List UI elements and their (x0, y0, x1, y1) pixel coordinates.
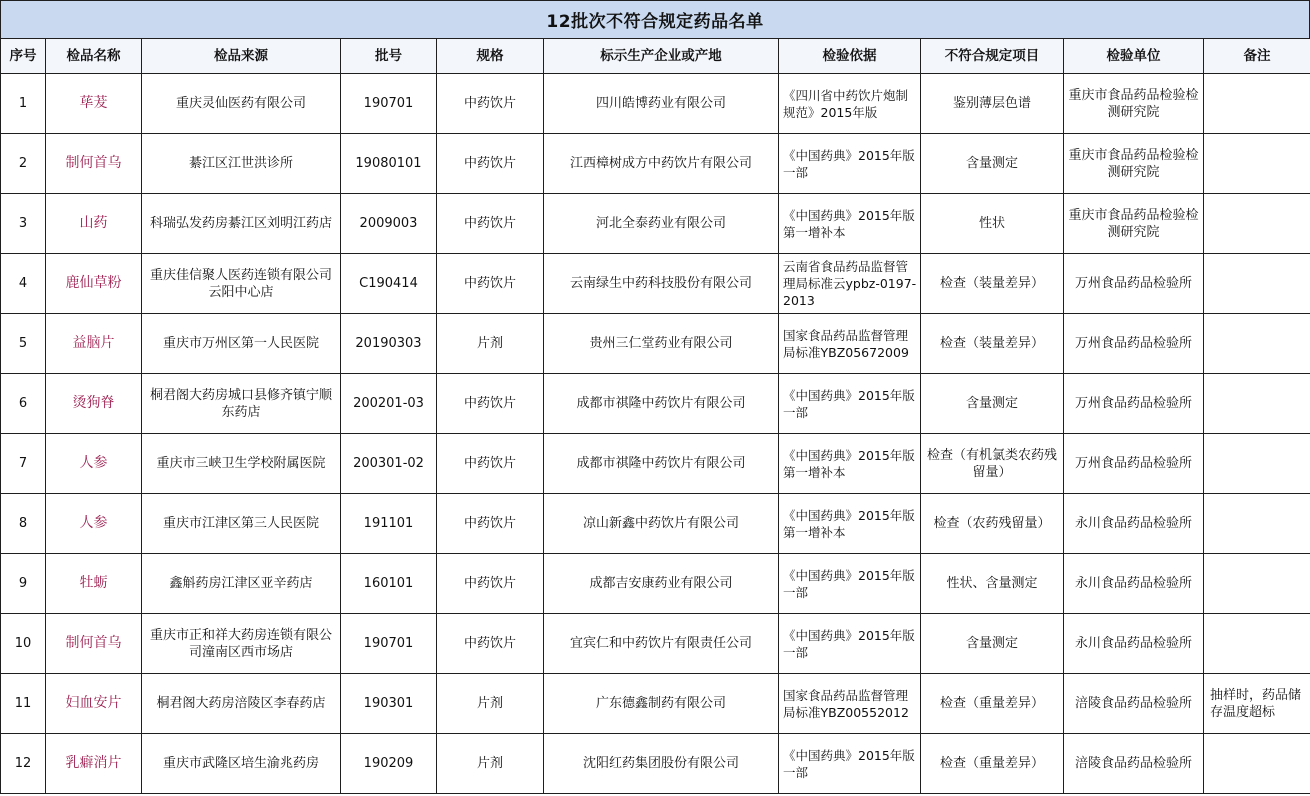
batch-cell: 191101 (341, 494, 437, 554)
spec-cell: 中药饮片 (437, 74, 544, 134)
table-row (1, 614, 1310, 674)
product-name-cell: 制何首乌 (46, 614, 142, 674)
product-name-cell: 益脑片 (46, 314, 142, 374)
manufacturer-cell: 贵州三仁堂药业有限公司 (544, 314, 779, 374)
batch-cell: C190414 (341, 254, 437, 314)
table-row (1, 554, 1310, 614)
failed-item-cell: 检查（有机氯类农药残留量） (921, 434, 1064, 494)
product-name-cell: 制何首乌 (46, 134, 142, 194)
batch-cell: 200301-02 (341, 434, 437, 494)
inspection-unit-cell: 永川食品药品检验所 (1064, 554, 1204, 614)
batch-cell: 190209 (341, 734, 437, 794)
basis-cell: 《中国药典》2015年版一部 (779, 134, 921, 194)
basis-cell: 《中国药典》2015年版一部 (779, 614, 921, 674)
spec-cell: 中药饮片 (437, 134, 544, 194)
table-row (1, 734, 1310, 794)
manufacturer-cell: 江西樟树成方中药饮片有限公司 (544, 134, 779, 194)
serial-cell: 3 (1, 194, 46, 254)
spec-cell: 中药饮片 (437, 614, 544, 674)
product-name-cell: 鹿仙草粉 (46, 254, 142, 314)
source-cell: 桐君阁大药房城口县修齐镇宁顺东药店 (142, 374, 341, 434)
note-cell (1204, 614, 1310, 674)
table-row (1, 134, 1310, 194)
manufacturer-cell: 沈阳红药集团股份有限公司 (544, 734, 779, 794)
serial-cell: 8 (1, 494, 46, 554)
table-row (1, 674, 1310, 734)
failed-item-cell: 含量测定 (921, 614, 1064, 674)
inspection-unit-cell: 永川食品药品检验所 (1064, 614, 1204, 674)
product-name-cell: 烫狗脊 (46, 374, 142, 434)
source-cell: 重庆佳信聚人医药连锁有限公司云阳中心店 (142, 254, 341, 314)
batch-cell: 190701 (341, 74, 437, 134)
source-cell: 綦江区江世洪诊所 (142, 134, 341, 194)
serial-cell: 5 (1, 314, 46, 374)
inspection-unit-cell: 万州食品药品检验所 (1064, 254, 1204, 314)
column-header-note: 备注 (1204, 39, 1310, 74)
product-name-cell: 人参 (46, 494, 142, 554)
failed-item-cell: 含量测定 (921, 374, 1064, 434)
column-header-batch: 批号 (341, 39, 437, 74)
column-header-failed-item: 不符合规定项目 (921, 39, 1064, 74)
source-cell: 重庆市江津区第三人民医院 (142, 494, 341, 554)
inspection-unit-cell: 万州食品药品检验所 (1064, 374, 1204, 434)
manufacturer-cell: 广东德鑫制药有限公司 (544, 674, 779, 734)
failed-item-cell: 性状 (921, 194, 1064, 254)
basis-cell: 《中国药典》2015年版第一增补本 (779, 494, 921, 554)
note-cell (1204, 254, 1310, 314)
product-name-cell: 乳癖消片 (46, 734, 142, 794)
manufacturer-cell: 成都吉安康药业有限公司 (544, 554, 779, 614)
manufacturer-cell: 成都市祺隆中药饮片有限公司 (544, 434, 779, 494)
inspection-unit-cell: 重庆市食品药品检验检测研究院 (1064, 194, 1204, 254)
column-header-basis: 检验依据 (779, 39, 921, 74)
column-header-product-name: 检品名称 (46, 39, 142, 74)
batch-cell: 2009003 (341, 194, 437, 254)
basis-cell: 《中国药典》2015年版一部 (779, 734, 921, 794)
inspection-unit-cell: 涪陵食品药品检验所 (1064, 734, 1204, 794)
note-cell (1204, 194, 1310, 254)
batch-cell: 160101 (341, 554, 437, 614)
manufacturer-cell: 云南绿生中药科技股份有限公司 (544, 254, 779, 314)
spec-cell: 中药饮片 (437, 374, 544, 434)
product-name-cell: 荜茇 (46, 74, 142, 134)
inspection-unit-cell: 万州食品药品检验所 (1064, 434, 1204, 494)
source-cell: 重庆灵仙医药有限公司 (142, 74, 341, 134)
note-cell: 抽样时，药品储存温度超标 (1204, 674, 1310, 734)
failed-item-cell: 性状、含量测定 (921, 554, 1064, 614)
serial-cell: 6 (1, 374, 46, 434)
note-cell (1204, 134, 1310, 194)
failed-item-cell: 鉴别薄层色谱 (921, 74, 1064, 134)
spec-cell: 片剂 (437, 674, 544, 734)
source-cell: 桐君阁大药房涪陵区李春药店 (142, 674, 341, 734)
failed-item-cell: 检查（装量差异） (921, 254, 1064, 314)
basis-cell: 云南省食品药品监督管理局标准云ypbz-0197-2013 (779, 254, 921, 314)
table-row (1, 194, 1310, 254)
table-row (1, 254, 1310, 314)
spec-cell: 中药饮片 (437, 494, 544, 554)
serial-cell: 1 (1, 74, 46, 134)
basis-cell: 国家食品药品监督管理局标准YBZ00552012 (779, 674, 921, 734)
note-cell (1204, 434, 1310, 494)
header-row (1, 39, 1310, 74)
basis-cell: 《中国药典》2015年版一部 (779, 374, 921, 434)
failed-item-cell: 检查（重量差异） (921, 734, 1064, 794)
failed-item-cell: 含量测定 (921, 134, 1064, 194)
table-row (1, 74, 1310, 134)
column-header-source: 检品来源 (142, 39, 341, 74)
column-header-manufacturer: 标示生产企业或产地 (544, 39, 779, 74)
source-cell: 重庆市武隆区培生渝兆药房 (142, 734, 341, 794)
inspection-unit-cell: 重庆市食品药品检验检测研究院 (1064, 134, 1204, 194)
manufacturer-cell: 四川皓博药业有限公司 (544, 74, 779, 134)
basis-cell: 国家食品药品监督管理局标准YBZ05672009 (779, 314, 921, 374)
serial-cell: 4 (1, 254, 46, 314)
inspection-unit-cell: 万州食品药品检验所 (1064, 314, 1204, 374)
note-cell (1204, 494, 1310, 554)
note-cell (1204, 374, 1310, 434)
serial-cell: 2 (1, 134, 46, 194)
failed-item-cell: 检查（装量差异） (921, 314, 1064, 374)
batch-cell: 19080101 (341, 134, 437, 194)
product-name-cell: 人参 (46, 434, 142, 494)
serial-cell: 10 (1, 614, 46, 674)
source-cell: 重庆市万州区第一人民医院 (142, 314, 341, 374)
batch-cell: 200201-03 (341, 374, 437, 434)
manufacturer-cell: 河北全泰药业有限公司 (544, 194, 779, 254)
column-header-spec: 规格 (437, 39, 544, 74)
spec-cell: 中药饮片 (437, 434, 544, 494)
basis-cell: 《中国药典》2015年版第一增补本 (779, 434, 921, 494)
note-cell (1204, 554, 1310, 614)
table-title: 12批次不符合规定药品名单 (0, 0, 1310, 38)
inspection-unit-cell: 永川食品药品检验所 (1064, 494, 1204, 554)
source-cell: 重庆市正和祥大药房连锁有限公司潼南区西市场店 (142, 614, 341, 674)
basis-cell: 《中国药典》2015年版第一增补本 (779, 194, 921, 254)
source-cell: 重庆市三峡卫生学校附属医院 (142, 434, 341, 494)
table-row (1, 374, 1310, 434)
batch-cell: 190701 (341, 614, 437, 674)
spec-cell: 中药饮片 (437, 254, 544, 314)
note-cell (1204, 734, 1310, 794)
batch-cell: 20190303 (341, 314, 437, 374)
serial-cell: 9 (1, 554, 46, 614)
product-name-cell: 山药 (46, 194, 142, 254)
note-cell (1204, 314, 1310, 374)
drug-list-table (0, 38, 1310, 794)
table-row (1, 314, 1310, 374)
batch-cell: 190301 (341, 674, 437, 734)
failed-item-cell: 检查（农药残留量） (921, 494, 1064, 554)
spec-cell: 中药饮片 (437, 554, 544, 614)
column-header-serial: 序号 (1, 39, 46, 74)
failed-item-cell: 检查（重量差异） (921, 674, 1064, 734)
spec-cell: 片剂 (437, 314, 544, 374)
serial-cell: 12 (1, 734, 46, 794)
product-name-cell: 妇血安片 (46, 674, 142, 734)
table-row (1, 494, 1310, 554)
basis-cell: 《四川省中药饮片炮制规范》2015年版 (779, 74, 921, 134)
manufacturer-cell: 成都市祺隆中药饮片有限公司 (544, 374, 779, 434)
spec-cell: 片剂 (437, 734, 544, 794)
serial-cell: 11 (1, 674, 46, 734)
column-header-inspection-unit: 检验单位 (1064, 39, 1204, 74)
product-name-cell: 牡蛎 (46, 554, 142, 614)
manufacturer-cell: 凉山新鑫中药饮片有限公司 (544, 494, 779, 554)
serial-cell: 7 (1, 434, 46, 494)
note-cell (1204, 74, 1310, 134)
source-cell: 科瑞弘发药房綦江区刘明江药店 (142, 194, 341, 254)
spec-cell: 中药饮片 (437, 194, 544, 254)
manufacturer-cell: 宜宾仁和中药饮片有限责任公司 (544, 614, 779, 674)
source-cell: 鑫斛药房江津区亚辛药店 (142, 554, 341, 614)
table-row (1, 434, 1310, 494)
inspection-unit-cell: 涪陵食品药品检验所 (1064, 674, 1204, 734)
basis-cell: 《中国药典》2015年版一部 (779, 554, 921, 614)
inspection-unit-cell: 重庆市食品药品检验检测研究院 (1064, 74, 1204, 134)
